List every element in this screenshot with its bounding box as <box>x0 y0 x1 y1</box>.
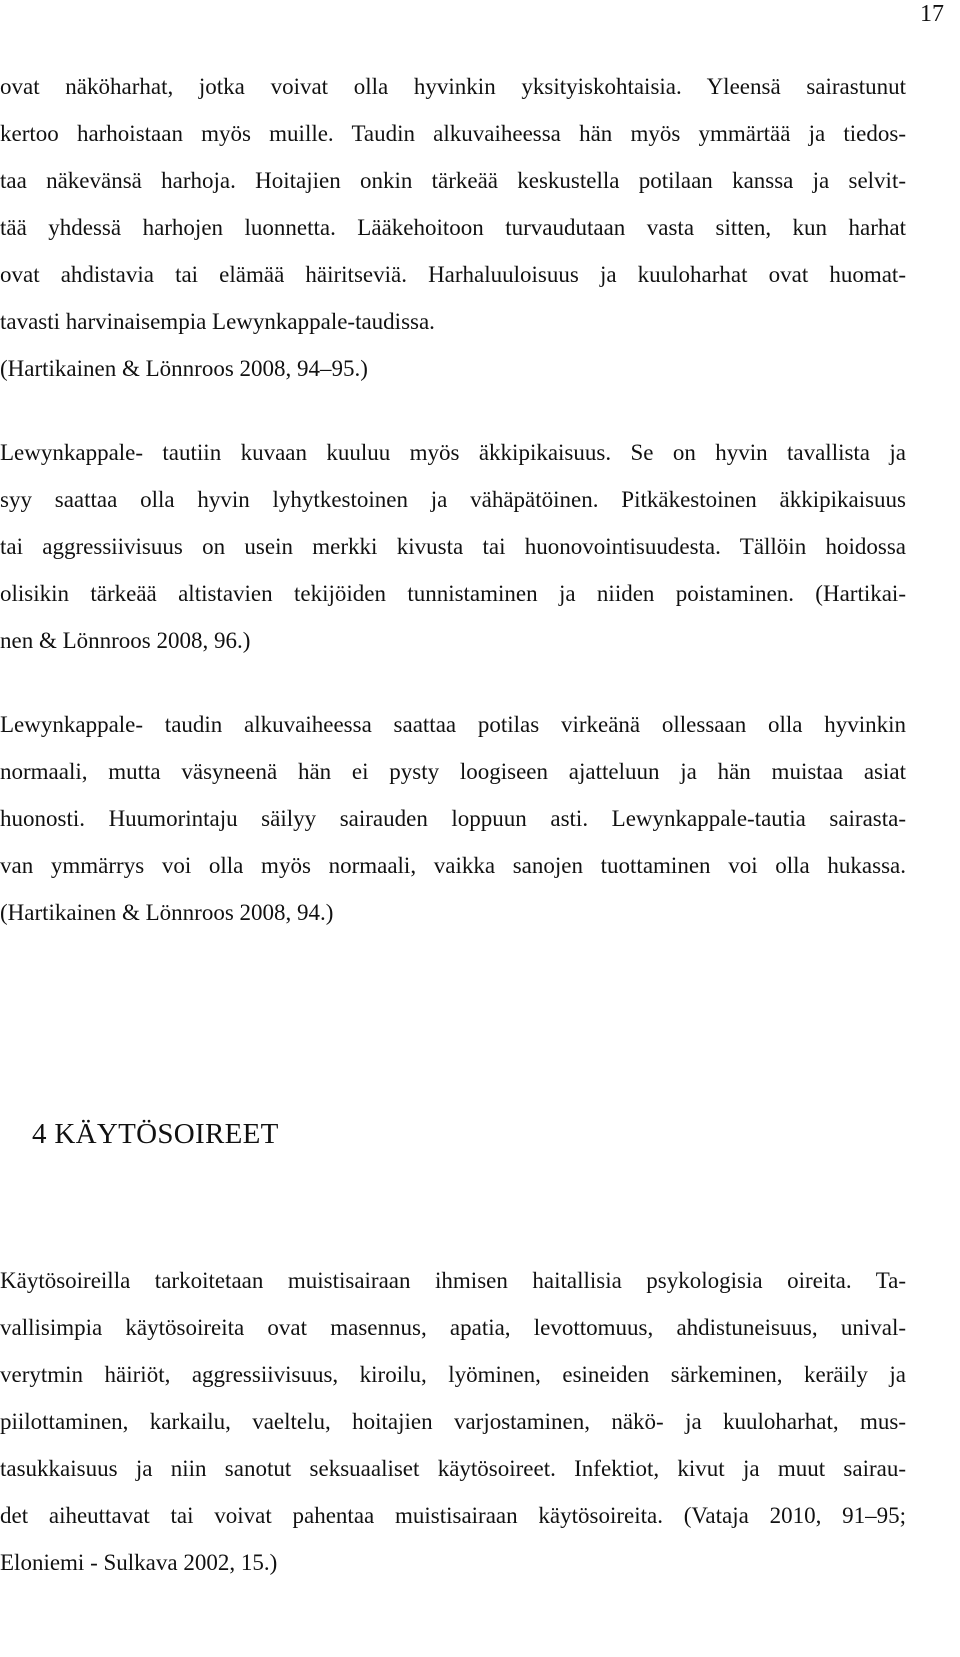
text-line: Lewynkappale- taudin alkuvaiheessa saattaa potilas virkeänä ollessaan olla hyvinkin <box>0 712 906 737</box>
text-line: kertoo harhoistaan myös muille. Taudin alkuvaiheessa hän myös ymmärtää ja tiedos- <box>0 121 906 146</box>
text-line: ovat ahdistavia tai elämää häiritseviä. Harhaluuloisuus ja kuuloharhat ovat huomat- <box>0 262 906 287</box>
text-line: normaali, mutta väsyneenä hän ei pysty loogiseen ajatteluun ja hän muistaa asiat <box>0 759 906 784</box>
text-line: ovat näköharhat, jotka voivat olla hyvinkin yksityiskohtaisia. Yleensä sairastunut <box>0 74 906 99</box>
text-line: olisikin tärkeää altistavien tekijöiden tunnistaminen ja niiden poistaminen. (Hartikai- <box>0 581 906 606</box>
text-line: van ymmärrys voi olla myös normaali, vaikka sanojen tuottaminen voi olla hukassa. <box>0 853 906 878</box>
text-line: tasukkaisuus ja niin sanotut seksuaaliset käytösoireet. Infektiot, kivut ja muut sairau- <box>0 1456 906 1481</box>
text-line: syy saattaa olla hyvin lyhytkestoinen ja vähäpätöinen. Pitkäkestoinen äkkipikaisuus <box>0 487 906 512</box>
text-line: Käytösoireilla tarkoitetaan muistisairaan ihmisen haitallisia psykologisia oireita. Ta- <box>0 1268 906 1293</box>
paragraph-hallucinations <box>0 63 906 392</box>
text-line: (Hartikainen & Lönnroos 2008, 94–95.) <box>0 356 368 381</box>
section-heading: 4 KÄYTÖSOIREET <box>32 1118 279 1150</box>
text-line: taa näkevänsä harhoja. Hoitajien onkin tärkeää keskustella potilaan kanssa ja selvit- <box>0 168 906 193</box>
paragraph-cognition <box>0 701 906 936</box>
paragraph-irritability <box>0 429 906 664</box>
text-line: tavasti harvinaisempia Lewynkappale-taudissa. <box>0 309 435 334</box>
text-line: verytmin häiriöt, aggressiivisuus, kiroilu, lyöminen, esineiden särkeminen, keräily ja <box>0 1362 906 1387</box>
text-line: huonosti. Huumorintaju säilyy sairauden loppuun asti. Lewynkappale-tautia sairasta- <box>0 806 906 831</box>
text-line: vallisimpia käytösoireita ovat masennus, apatia, levottomuus, ahdistuneisuus, unival- <box>0 1315 906 1340</box>
paragraph-behavioral-symptoms <box>0 1257 906 1586</box>
text-line: nen & Lönnroos 2008, 96.) <box>0 628 251 653</box>
text-line: tai aggressiivisuus on usein merkki kivusta tai huonovointisuudesta. Tällöin hoidossa <box>0 534 906 559</box>
text-line: det aiheuttavat tai voivat pahentaa muistisairaan käytösoireita. (Vataja 2010, 91–95; <box>0 1503 906 1528</box>
page-number: 17 <box>920 1 944 27</box>
text-line: (Hartikainen & Lönnroos 2008, 94.) <box>0 900 334 925</box>
text-line: Lewynkappale- tautiin kuvaan kuuluu myös äkkipikaisuus. Se on hyvin tavallista ja <box>0 440 906 465</box>
text-line: tää yhdessä harhojen luonnetta. Lääkehoitoon turvaudutaan vasta sitten, kun harhat <box>0 215 906 240</box>
text-line: Eloniemi - Sulkava 2002, 15.) <box>0 1550 278 1575</box>
text-line: piilottaminen, karkailu, vaeltelu, hoitajien varjostaminen, näkö- ja kuuloharhat, mus- <box>0 1409 906 1434</box>
